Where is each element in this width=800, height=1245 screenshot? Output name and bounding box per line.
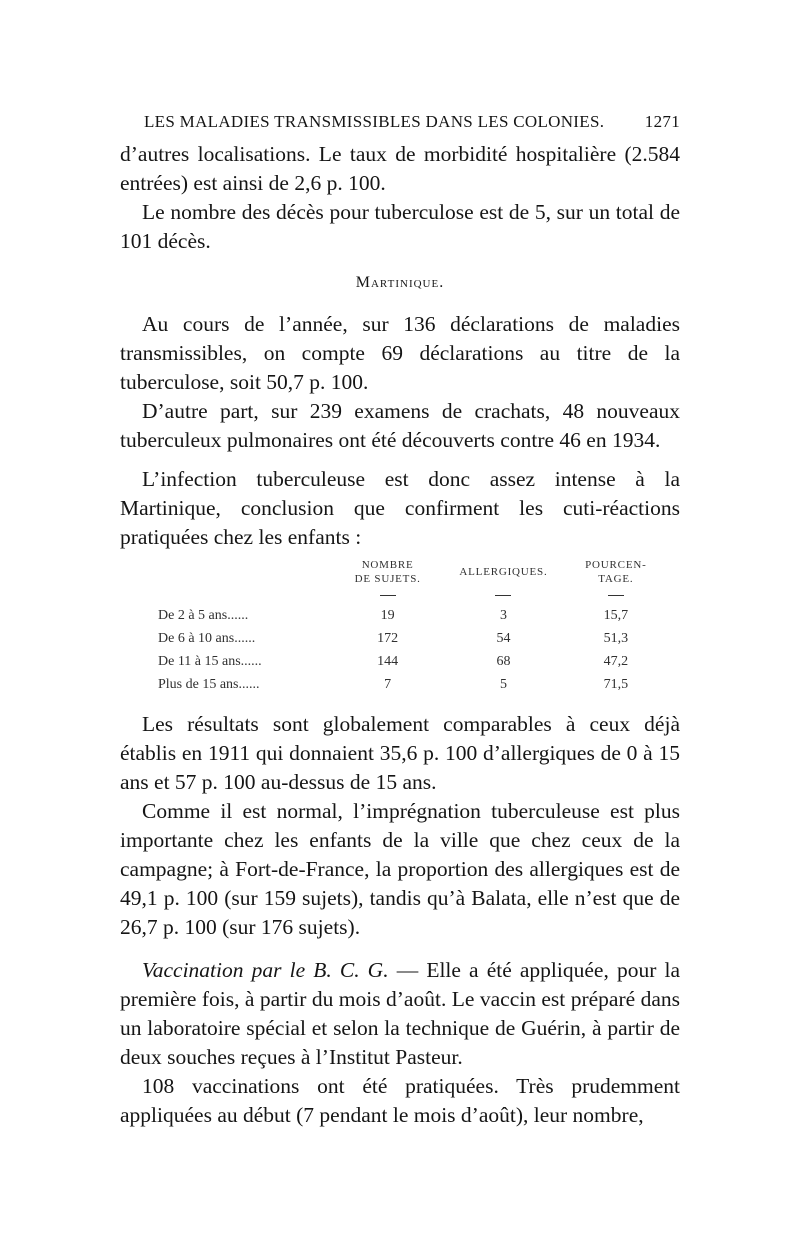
column-dash (608, 595, 624, 596)
column-dash (380, 595, 396, 596)
page-number: 1271 (644, 112, 680, 131)
document-page (120, 112, 680, 1130)
column-header-allergiques: ALLERGIQUES. (459, 566, 548, 578)
section-heading-martinique: Martinique. (355, 274, 445, 291)
paragraph-morbidite: d’autres localisations. Le taux de morbidité hospitalière (2.584 entrées) est ainsi de 2,6 p. 100. (120, 142, 680, 195)
table-header-row (158, 558, 662, 588)
running-title: LES MALADIES TRANSMISSIBLES DANS LES COLONIES. (144, 112, 605, 131)
table-row: De 11 à 15 ans...... 144 68 47,2 (158, 654, 629, 669)
table-row: De 6 à 10 ans...... 172 54 51,3 (158, 631, 629, 646)
column-header-nombre: NOMBRE DE SUJETS. (354, 559, 421, 585)
column-header-pourcentage: POURCEN- TAGE. (585, 559, 647, 585)
paragraph-vaccination (120, 956, 680, 1072)
paragraph-crachats: D’autre part, sur 239 examens de crachats, 48 nouveaux tuberculeux pulmonaires ont été découverts contre 46 en 1934. (120, 399, 680, 452)
paragraph-deces: Le nombre des décès pour tuberculose est de 5, sur un total de 101 décès. (120, 200, 680, 253)
vaccination-text: — Elle a été appliquée, pour la première fois, à partir du mois d’août. Le vaccin est préparé dans un laboratoire spécial et selon la technique de Guérin, à partir de deux souches reçues à l’Institut Pasteur. (120, 958, 680, 1069)
cuti-reaction-table (158, 558, 662, 696)
column-dash (495, 595, 511, 596)
paragraph-vaccinations-count: 108 vaccinations ont été pratiquées. Très prudemment appliquées au début (7 pendant le mois d’août), leur nombre, (120, 1074, 680, 1127)
paragraph-impregnation: Comme il est normal, l’imprégnation tuberculeuse est plus importante chez les enfants de la ville que chez ceux de la campagne; à Fort-de-France, la proportion des allergiques est de 49,1 p. 100 (sur 159 sujets), tandis qu’à Balata, elle n’est que de 26,7 p. 100 (sur 176 sujets). (120, 799, 680, 939)
paragraph-declarations: Au cours de l’année, sur 136 déclarations de maladies transmissibles, on compte 69 déclarations au titre de la tuberculose, soit 50,7 p. 100. (120, 312, 680, 394)
table-row: De 2 à 5 ans...... 19 3 15,7 (158, 608, 629, 623)
header-rule-row (158, 588, 662, 604)
vaccination-subheading: Vaccination par le B. C. G. (142, 958, 389, 982)
paragraph-resultats: Les résultats sont globalement comparables à ceux déjà établis en 1911 qui donnaient 35,6 p. 100 d’allergiques de 0 à 15 ans et 57 p. 100 au-dessus de 15 ans. (120, 712, 680, 794)
paragraph-infection: L’infection tuberculeuse est donc assez intense à la Martinique, conclusion que confirment les cuti-réactions pratiquées chez les enfants : (120, 467, 680, 549)
table-row: Plus de 15 ans...... 7 5 71,5 (158, 677, 629, 692)
running-header (144, 112, 680, 132)
